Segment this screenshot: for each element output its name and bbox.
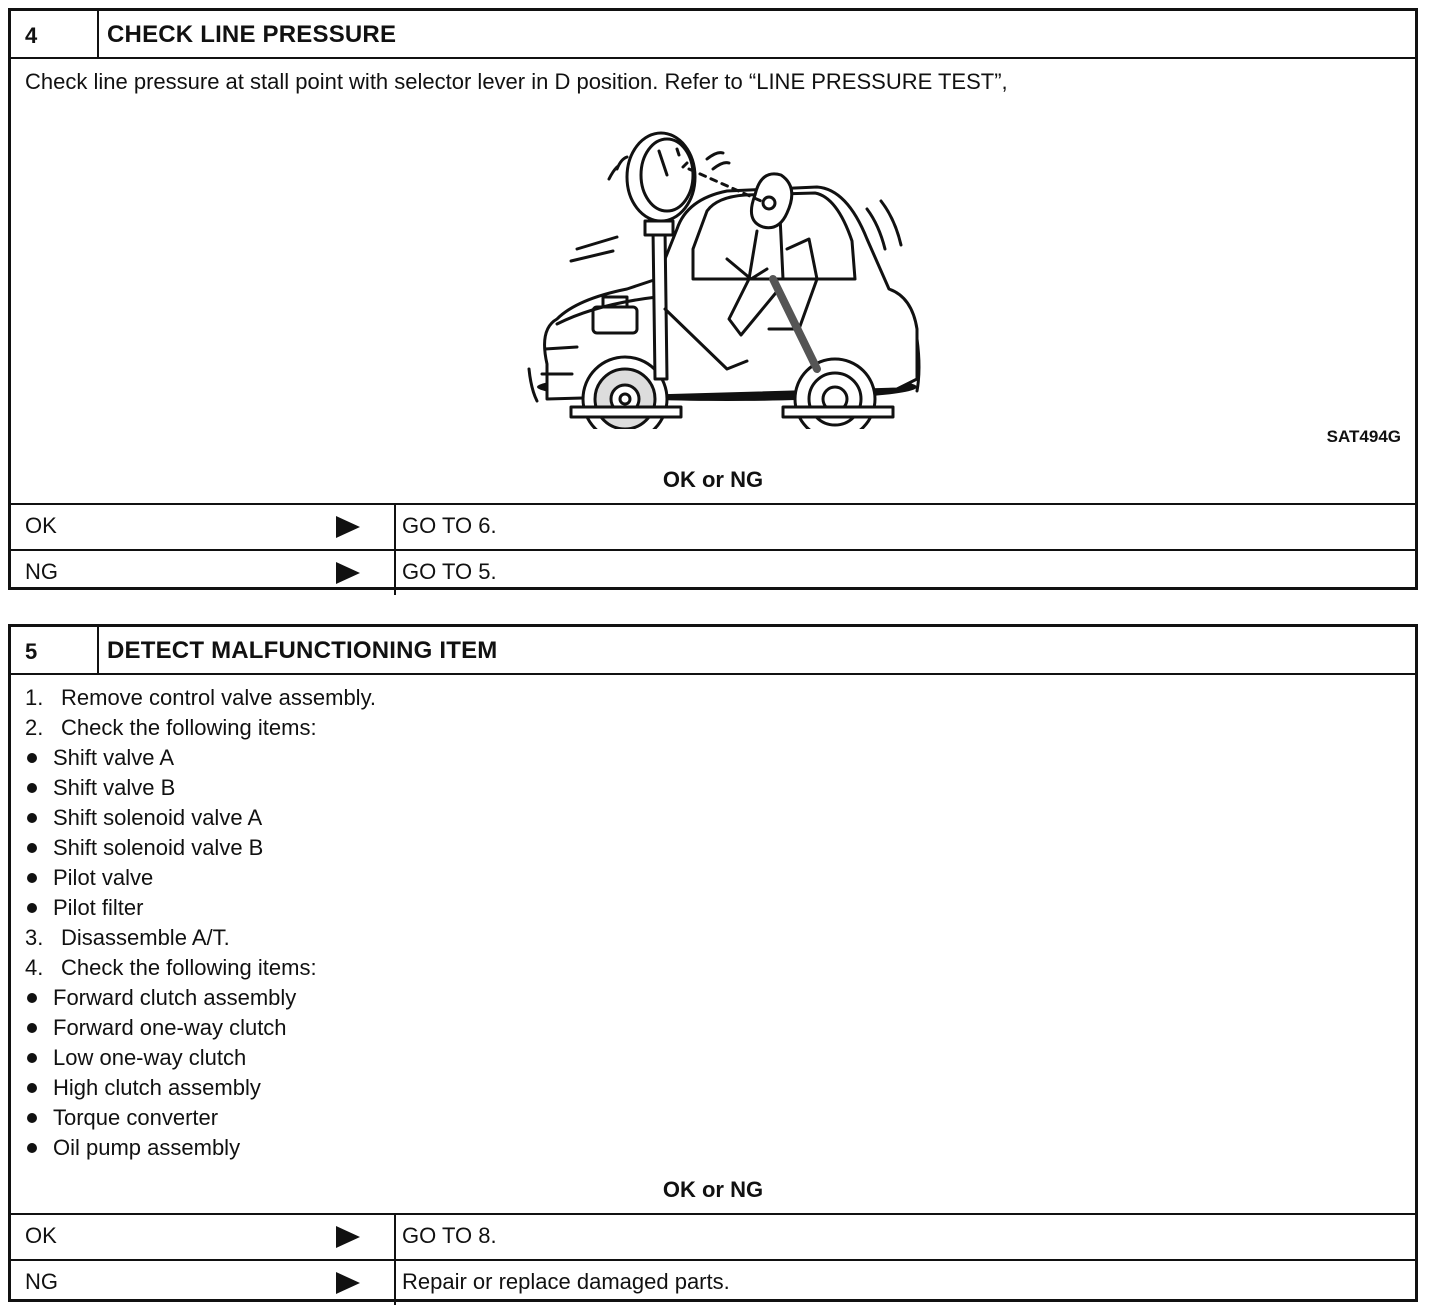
arrow-right-icon xyxy=(336,562,360,584)
decision-label: OK or NG xyxy=(662,1177,764,1202)
bullet-item xyxy=(25,863,376,893)
arrow-right-icon xyxy=(336,1226,360,1248)
item-text: Oil pump assembly xyxy=(53,1135,241,1160)
item-text: Check the following items: xyxy=(61,715,317,740)
car-gauge-icon xyxy=(517,129,925,429)
result-key xyxy=(11,505,396,549)
bullet-icon xyxy=(25,753,53,763)
bullet-item xyxy=(25,773,376,803)
item-text: Check the following items: xyxy=(61,955,317,980)
result-row-ng xyxy=(11,549,1415,595)
item-text: High clutch assembly xyxy=(53,1075,261,1100)
numbered-item xyxy=(25,923,376,953)
result-key xyxy=(11,551,396,595)
step-4-block xyxy=(8,8,1418,590)
bullet-icon xyxy=(25,993,53,1003)
item-text: Shift valve A xyxy=(53,745,175,770)
item-text: Remove control valve assembly. xyxy=(61,685,377,710)
step-5-header xyxy=(11,627,1415,675)
step-title: DETECT MALFUNCTIONING ITEM xyxy=(107,637,498,664)
item-text: Shift valve B xyxy=(53,775,176,800)
step-4-body xyxy=(11,59,1415,503)
result-key xyxy=(11,1215,396,1259)
result-action: Repair or replace damaged parts. xyxy=(402,1269,730,1294)
result-action: GO TO 8. xyxy=(402,1223,497,1248)
item-number: 1. xyxy=(25,685,44,710)
bullet-icon xyxy=(25,783,53,793)
bullet-item xyxy=(25,983,376,1013)
item-number: 4. xyxy=(25,955,44,980)
result-key-label: NG xyxy=(25,1269,58,1294)
result-row-ng xyxy=(11,1259,1415,1305)
bullet-icon xyxy=(25,1053,53,1063)
step-4-header xyxy=(11,11,1415,59)
result-action: GO TO 6. xyxy=(402,513,497,538)
step-5-body xyxy=(11,675,1415,1213)
result-key-label: OK xyxy=(25,513,57,538)
item-text: Shift solenoid valve A xyxy=(53,805,263,830)
item-text: Shift solenoid valve B xyxy=(53,835,264,860)
bullet-icon xyxy=(25,873,53,883)
numbered-item xyxy=(25,683,376,713)
result-key xyxy=(11,1261,396,1305)
arrow-right-icon xyxy=(336,1272,360,1294)
item-text: Pilot filter xyxy=(53,895,144,920)
bullet-item xyxy=(25,803,376,833)
decision-label: OK or NG xyxy=(662,467,764,492)
bullet-icon xyxy=(25,1023,53,1033)
step-5-block xyxy=(8,624,1418,1302)
numbered-item xyxy=(25,953,376,983)
bullet-icon xyxy=(25,1113,53,1123)
bullet-item xyxy=(25,1073,376,1103)
bullet-icon xyxy=(25,1143,53,1153)
result-key-label: NG xyxy=(25,559,58,584)
item-text: Pilot valve xyxy=(53,865,154,890)
bullet-icon xyxy=(25,903,53,913)
item-text: Torque converter xyxy=(53,1105,219,1130)
item-text: Low one-way clutch xyxy=(53,1045,247,1070)
bullet-icon xyxy=(25,813,53,823)
arrow-right-icon xyxy=(336,516,360,538)
check-items-list xyxy=(25,683,376,1163)
line-pressure-illustration xyxy=(517,129,925,429)
numbered-item xyxy=(25,713,376,743)
bullet-item xyxy=(25,893,376,923)
step-number: 4 xyxy=(11,11,99,57)
step-number: 5 xyxy=(11,627,99,673)
bullet-item xyxy=(25,1013,376,1043)
result-row-ok xyxy=(11,1213,1415,1259)
result-key-label: OK xyxy=(25,1223,57,1248)
result-action: GO TO 5. xyxy=(402,559,497,584)
item-number: 3. xyxy=(25,925,44,950)
bullet-icon xyxy=(25,843,53,853)
item-text: Forward clutch assembly xyxy=(53,985,297,1010)
figure-code: SAT494G xyxy=(1326,427,1401,446)
bullet-item xyxy=(25,743,376,773)
step-description: Check line pressure at stall point with selector lever in D position. Refer to “LINE PRESSURE TEST”, xyxy=(25,69,1008,94)
bullet-item xyxy=(25,1133,376,1163)
bullet-icon xyxy=(25,1083,53,1093)
step-title: CHECK LINE PRESSURE xyxy=(107,21,397,48)
bullet-item xyxy=(25,833,376,863)
item-text: Forward one-way clutch xyxy=(53,1015,287,1040)
bullet-item xyxy=(25,1043,376,1073)
bullet-item xyxy=(25,1103,376,1133)
item-number: 2. xyxy=(25,715,44,740)
item-text: Disassemble A/T. xyxy=(61,925,230,950)
result-row-ok xyxy=(11,503,1415,549)
